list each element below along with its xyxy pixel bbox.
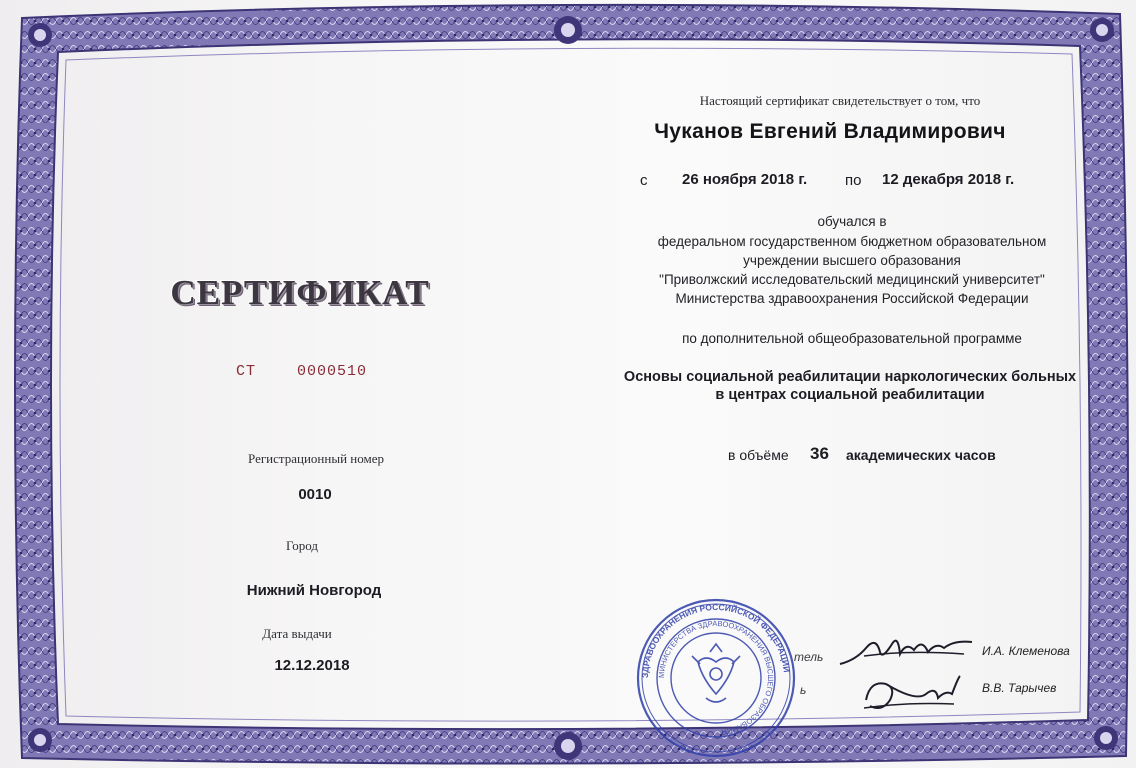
certificate-number: 0000510 [297, 363, 368, 380]
coat-of-arms-icon [692, 644, 740, 702]
corner-ornament-bottom-left [28, 728, 52, 752]
program-title-line-1: Основы социальной реабилитации наркологических больных [623, 369, 1077, 385]
signature-role-2: ь [800, 683, 807, 697]
corner-ornament-bottom-right [1094, 726, 1118, 750]
certificate-title: СЕРТИФИКАТ [170, 273, 430, 312]
signature-role-1: тель [794, 650, 824, 664]
hours-value: 36 [810, 444, 829, 463]
period-to-date: 12 декабря 2018 г. [882, 171, 1015, 188]
city-value: Нижний Новгород [246, 582, 382, 599]
program-intro: по дополнительной общеобразовательной программе [682, 331, 1022, 346]
signature-1-scribble [836, 630, 976, 670]
signer-1-name: И.А. Клеменова [982, 644, 1070, 658]
issue-date-value: 12.12.2018 [274, 657, 350, 674]
rosette-top [554, 16, 582, 44]
institution-line-4: Министерства здравоохранения Российской Федерации [675, 291, 1029, 306]
period-from-date: 26 ноября 2018 г. [682, 171, 808, 188]
signature-2-scribble [856, 672, 966, 716]
registration-label: Регистрационный номер [248, 451, 384, 466]
program-title-line-2: в центрах социальной реабилитации [715, 387, 985, 403]
recipient-name: Чуканов Евгений Владимирович [654, 120, 1006, 143]
stamp-outer-text: ЗДРАВООХРАНЕНИЯ РОССИЙСКОЙ ФЕДЕРАЦИИ [639, 601, 792, 679]
certificate-series: СТ [236, 363, 257, 380]
hours-unit: академических часов [846, 447, 996, 463]
institution-line-1: федеральном государственном бюджетном образовательном [657, 234, 1047, 249]
period-from-label: с [640, 172, 648, 189]
signer-2-name: В.В. Тарычев [982, 681, 1057, 695]
issue-date-label: Дата выдачи [262, 626, 332, 641]
city-label: Город [285, 538, 319, 553]
period-to-label: по [845, 172, 862, 189]
institution-line-2: учреждении высшего образования [743, 253, 961, 268]
corner-ornament-top-right [1090, 18, 1114, 42]
studied-label: обучался в [817, 214, 887, 229]
intro-text: Настоящий сертификат свидетельствует о том, что [699, 93, 981, 108]
stamp-inner-text: МИНИСТЕРСТВА ЗДРАВООХРАНЕНИЯ ВЫСШЕГО ОБРАЗОВАНИЯ [656, 618, 776, 737]
corner-ornament-top-left [28, 23, 52, 47]
institution-line-3: "Приволжский исследовательский медицинский университет" [659, 272, 1045, 287]
volume-label: в объёме [728, 447, 789, 463]
official-stamp [626, 598, 806, 758]
registration-number: 0010 [298, 486, 332, 503]
rosette-bottom [554, 732, 582, 760]
